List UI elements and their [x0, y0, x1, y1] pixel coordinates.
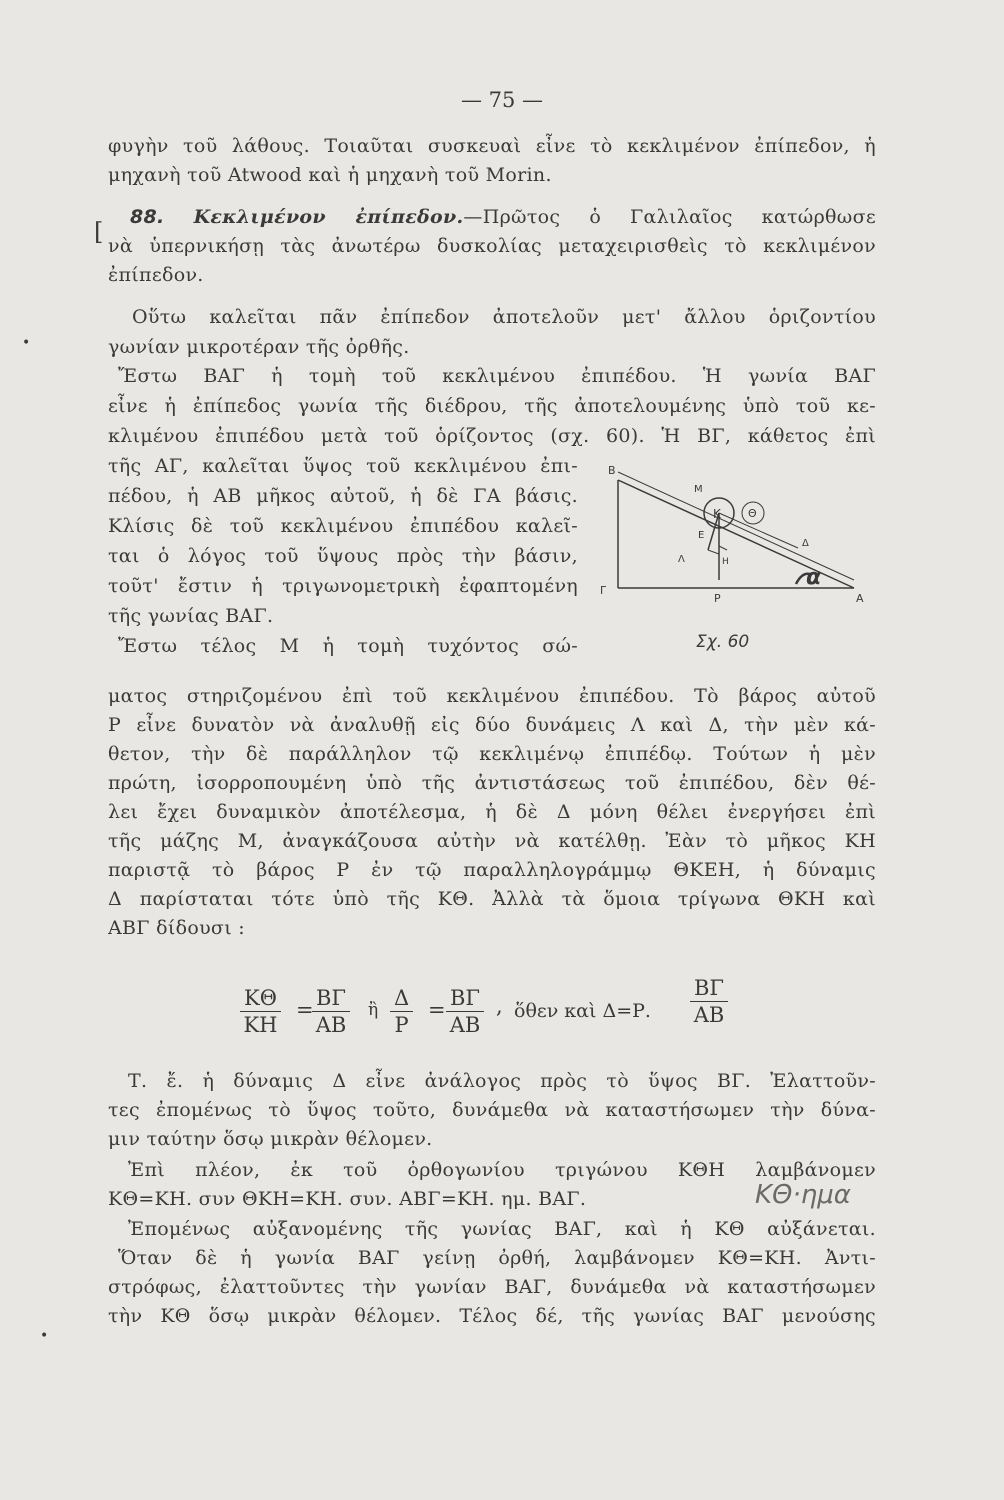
text-line: ἐπίπεδον.	[108, 264, 204, 286]
text-line: Τ. ἔ. ἡ δύναμις Δ εἶνε ἀνάλογος πρὸς τὸ ὕψος ΒΓ. Ἐλαττοῦν-	[128, 1070, 876, 1092]
label-K: K	[713, 507, 721, 521]
section-title: Κεκλιμένον ἐπίπεδον.	[193, 206, 464, 228]
equals-sign: =	[296, 998, 314, 1022]
comma: ,	[496, 994, 503, 1018]
fraction-BG-AB: $\frac{B\Gamma}{AB}$	[690, 975, 728, 1028]
text-line: φυγὴν τοῦ λάθους. Τοιαῦται συσκευαὶ εἶνε τὸ κεκλιμένον ἐπίπεδον, ἡ	[108, 135, 876, 157]
text-line: λει ἔχει δυναμικὸν ἀποτέλεσμα, ἡ δὲ Δ μόνη θέλει ἐνεργήσει ἐπὶ	[108, 801, 876, 823]
text-line: τὴν ΚΘ ὅσῳ μικρὰν θέλομεν. Τέλος δέ, τῆς γωνίας ΒΑΓ μενούσης	[108, 1305, 876, 1327]
text-line: γωνίαν μικροτέραν τῆς ὀρθῆς.	[108, 336, 410, 358]
label-P: P	[714, 592, 721, 605]
text-line: μιν ταύτην ὅσῳ μικρὰν θέλομεν.	[108, 1128, 433, 1150]
text-line: ΑΒΓ δίδουσι :	[108, 917, 245, 939]
text-line: Ρ εἶνε δυνατὸν νὰ ἀναλυθῇ εἰς δύο δυνάμεις Λ καὶ Δ, τὴν μὲν κά-	[108, 714, 876, 736]
fraction-BG-AB: $\frac{B\Gamma}{AB}$	[446, 985, 484, 1038]
line-top-edge	[618, 472, 854, 580]
label-D: Δ	[802, 538, 809, 549]
line-EH	[708, 550, 719, 554]
text-line: τες ἐπομένως τὸ ὕψος τοῦτο, δυνάμεθα νὰ καταστήσωμεν τὴν δύνα-	[108, 1099, 876, 1121]
fraction-D-P: $\frac{\Delta}{P}$	[390, 985, 413, 1038]
margin-dot: •	[40, 1328, 49, 1344]
right-angle-mark	[719, 546, 727, 550]
then-text: ὅθεν καὶ Δ=Ρ.	[514, 1000, 651, 1022]
pencil-note: ΚΘ·ημα	[755, 1180, 851, 1210]
force-D-line	[719, 513, 798, 548]
label-L: Λ	[678, 554, 685, 565]
label-E: E	[698, 530, 705, 541]
figure-caption: Σχ. 60	[696, 632, 750, 652]
page-number: — 75 —	[460, 88, 544, 112]
or-word: ἢ	[368, 1000, 379, 1020]
text-line: πέδου, ἡ ΑΒ μῆκος αὐτοῦ, ἡ δὲ ΓΑ βάσις.	[108, 485, 578, 507]
fraction-BG-AB: $\frac{B\Gamma}{AB}$	[312, 985, 350, 1038]
label-G: Γ	[600, 584, 607, 597]
text-line: ΚΘ=ΚΗ. συν ΘΚΗ=ΚΗ. συν. ΑΒΓ=ΚΗ. ημ. ΒΑΓ.	[108, 1188, 587, 1210]
label-B: B	[608, 464, 616, 477]
section-text: —Πρῶτος ὁ Γαλιλαῖος κατώρθωσε	[463, 206, 876, 228]
text-line: Δ παρίσταται τότε ὑπὸ τῆς ΚΘ. Ἀλλὰ τὰ ὅμοια τρίγωνα ΘΚΗ καὶ	[108, 888, 876, 910]
pencil-alpha: α	[806, 565, 822, 590]
text-line: ται ὁ λόγος τοῦ ὕψους πρὸς τὴν βάσιν,	[108, 545, 578, 567]
text-line: κλιμένου ἐπιπέδου μετὰ τοῦ ὁρίζοντος (σχ. 60). Ἡ ΒΓ, κάθετος ἐπὶ	[108, 425, 876, 447]
label-H: H	[722, 557, 729, 567]
text-line: θετον, τὴν δὲ παράλληλον τῷ κεκλιμένῳ ἐπιπέδῳ. Τούτων ἡ μὲν	[108, 743, 876, 765]
text-line: Ἐπομένως αὐξανομένης τῆς γωνίας ΒΑΓ, καὶ ἡ ΚΘ αὐξάνεται.	[128, 1218, 876, 1240]
section-heading	[130, 204, 876, 230]
label-A: A	[856, 592, 864, 605]
text-line: πρώτη, ἰσορροπουμένη ὑπὸ τῆς ἀντιστάσεως τοῦ ἐπιπέδου, δὲν θέ-	[108, 772, 876, 794]
text-line: Ἔστω ΒΑΓ ἡ τομὴ τοῦ κεκλιμένου ἐπιπέδου. Ἡ γωνία ΒΑΓ	[118, 365, 876, 387]
text-line: τῆς γωνίας ΒΑΓ.	[108, 605, 274, 627]
text-line: παριστᾷ τὸ βάρος Ρ ἐν τῷ παραλληλογράμμῳ ΘΚΕΗ, ἡ δύναμις	[108, 859, 876, 881]
text-line: ματος στηριζομένου ἐπὶ τοῦ κεκλιμένου ἐπιπέδου. Τὸ βάρος αὐτοῦ	[108, 685, 876, 707]
margin-dot: •	[22, 335, 31, 351]
text-line: Ἔστω τέλος Μ ἡ τομὴ τυχόντος σώ-	[118, 635, 578, 657]
text-line: μηχανὴ τοῦ Atwood καὶ ἡ μηχανὴ τοῦ Morin.	[108, 164, 552, 186]
text-line: στρόφως, ἐλαττοῦντες τὴν γωνίαν ΒΑΓ, δυνάμεθα νὰ καταστήσωμεν	[108, 1276, 876, 1298]
text-line: Ἐπὶ πλέον, ἐκ τοῦ ὀρθογωνίου τριγώνου ΚΘΗ λαμβάνομεν	[128, 1159, 876, 1181]
label-Th: Θ	[748, 507, 757, 520]
text-line: τοῦτ' ἔστιν ἡ τριγωνομετρικὴ ἐφαπτομένη	[108, 575, 578, 597]
text-line: τῆς μάζης Μ, ἀναγκάζουσα αὐτὴν νὰ κατέλθῃ. Ἐὰν τὸ μῆκος ΚΗ	[108, 830, 876, 852]
text-line: νὰ ὑπερνικήσῃ τὰς ἀνωτέρω δυσκολίας μεταχειρισθεὶς τὸ κεκλιμένον	[108, 235, 876, 257]
text-line: Οὕτω καλεῖται πᾶν ἐπίπεδον ἀποτελοῦν μετ' ἄλλου ὁριζοντίου	[132, 306, 876, 328]
bracket-mark: [	[94, 218, 104, 246]
text-line: τῆς ΑΓ, καλεῖται ὕψος τοῦ κεκλιμένου ἐπι-	[108, 455, 578, 477]
equals-sign: =	[428, 998, 446, 1022]
text-line: εἶνε ἡ ἐπίπεδος γωνία τῆς διέδρου, τῆς ἀποτελουμένης ὑπὸ τοῦ κε-	[108, 395, 876, 417]
fraction-KTh-KH: $\frac{K\Theta}{KH}$	[240, 985, 281, 1038]
text-line: Κλίσις δὲ τοῦ κεκλιμένου ἐπιπέδου καλεῖ-	[108, 515, 578, 537]
section-number: 88.	[130, 206, 165, 228]
text-line: Ὅταν δὲ ἡ γωνία ΒΑΓ γείνῃ ὀρθή, λαμβάνομεν ΚΘ=ΚΗ. Ἀντι-	[118, 1247, 876, 1269]
label-M: M	[694, 484, 703, 495]
figure-60	[596, 462, 886, 662]
